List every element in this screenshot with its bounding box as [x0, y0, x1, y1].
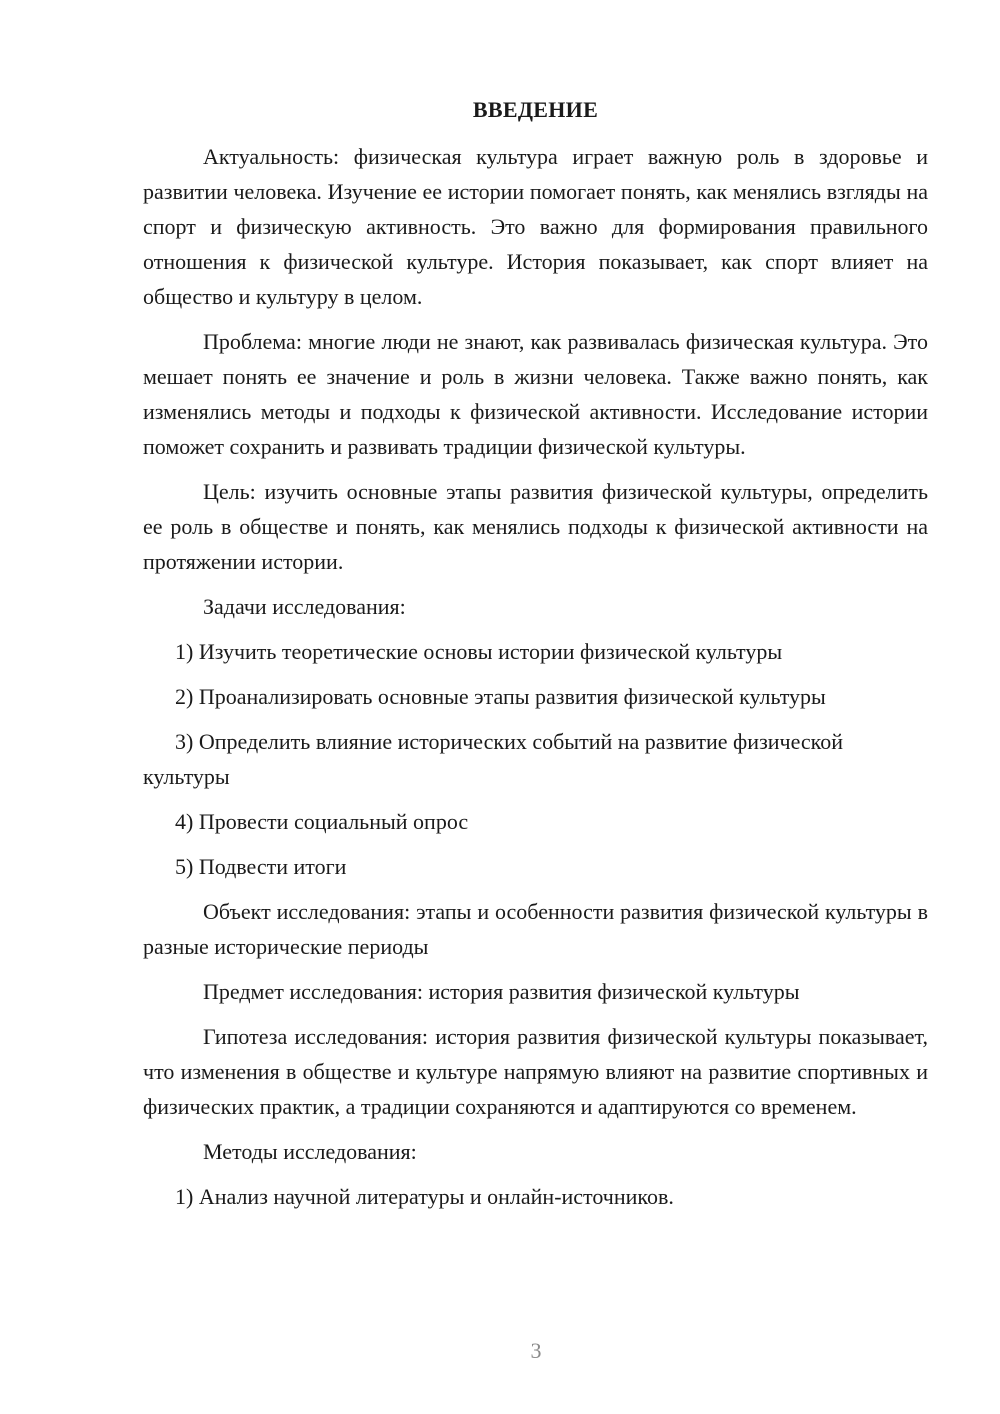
task-item-1: 1) Изучить теоретические основы истории физической культуры: [175, 639, 783, 664]
task-item-4: 4) Провести социальный опрос: [175, 809, 469, 834]
methods-list: [143, 1179, 928, 1214]
object-paragraph: Объект исследования: этапы и особенности развития физической культуры в разные исторические периоды: [143, 899, 928, 959]
subject-paragraph: Предмет исследования: история развития физической культуры: [203, 979, 800, 1004]
relevance-paragraph: Актуальность: физическая культура играет важную роль в здоровье и развитии человека. Изучение ее истории помогает понять, как менялись взгляды на спорт и физическую активность. Это важно для формирования правильного отношения к физической культуре. История показывает, как спорт влияет на общество и культуру в целом.: [143, 144, 928, 309]
problem-paragraph: Проблема: многие люди не знают, как развивалась физическая культура. Это мешает понять ее значение и роль в жизни человека. Также важно понять, как изменялись методы и подходы к физической активности. Исследование истории поможет сохранить и развивать традиции физической культуры.: [143, 329, 928, 459]
task-item-5: 5) Подвести итоги: [175, 854, 347, 879]
task-item-3: 3) Определить влияние исторических событий на развитие физической культуры: [143, 729, 844, 789]
methods-heading: Методы исследования:: [203, 1139, 417, 1164]
goal-paragraph: Цель: изучить основные этапы развития физической культуры, определить ее роль в обществе и понять, как менялись подходы к физической активности на протяжении истории.: [143, 479, 928, 574]
document-page: [143, 92, 928, 1224]
section-title: ВВЕДЕНИЕ: [472, 97, 599, 122]
tasks-heading: Задачи исследования:: [203, 594, 406, 619]
method-item-1: 1) Анализ научной литературы и онлайн-источников.: [175, 1184, 674, 1209]
tasks-list: [143, 634, 928, 884]
hypothesis-paragraph: Гипотеза исследования: история развития физической культуры показывает, что изменения в обществе и культуре напрямую влияют на развитие спортивных и физических практик, а традиции сохраняются и адаптируются со временем.: [143, 1024, 928, 1119]
task-item-2: 2) Проанализировать основные этапы развития физической культуры: [175, 684, 826, 709]
page-number: 3: [530, 1338, 542, 1363]
